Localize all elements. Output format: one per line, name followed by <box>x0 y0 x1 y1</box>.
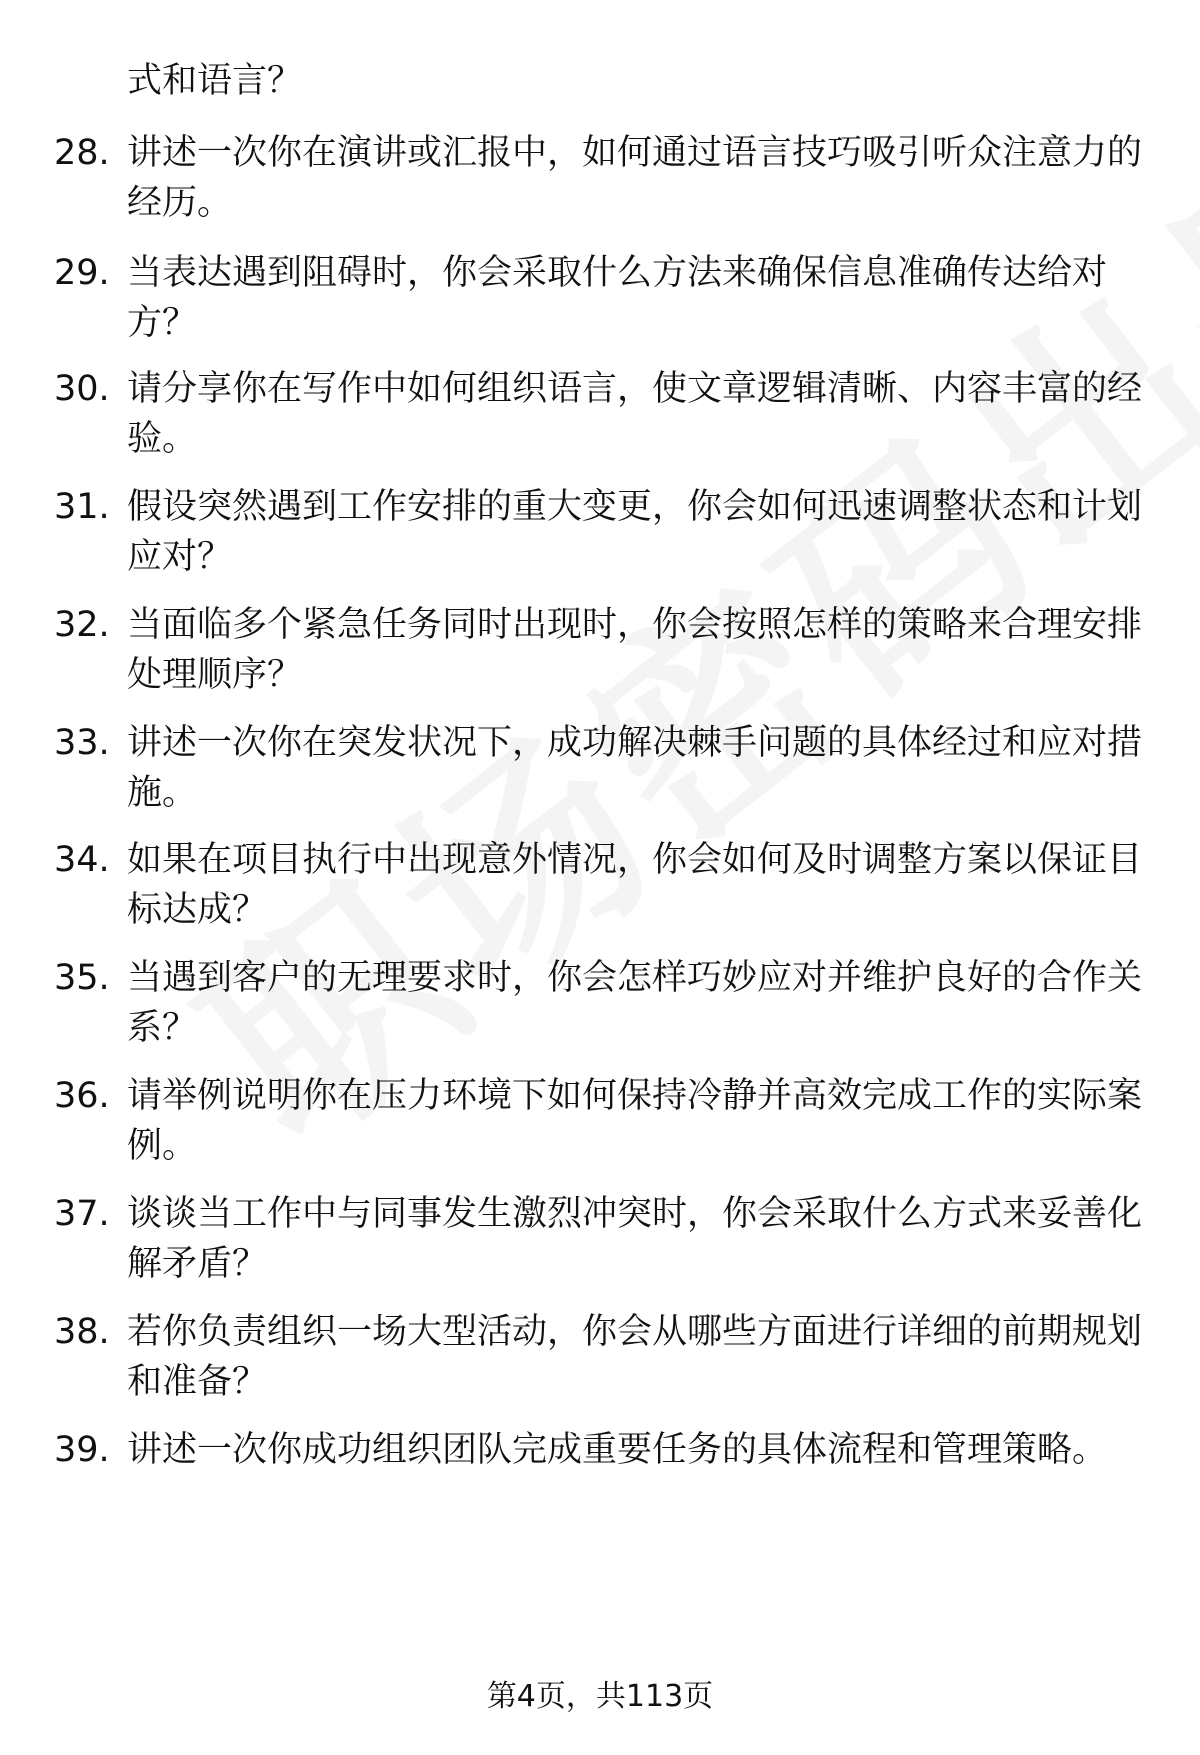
list-item <box>0 953 1200 1063</box>
question-text: 当表达遇到阻碍时，你会采取什么方法来确保信息准确传达给对方？ <box>127 253 1108 343</box>
list-item <box>0 1189 1200 1299</box>
list-item <box>0 1071 1200 1181</box>
question-number: 34. <box>54 840 110 880</box>
question-text: 请举例说明你在压力环境下如何保持冷静并高效完成工作的实际案例。 <box>127 1076 1143 1166</box>
question-text: 讲述一次你在突发状况下，成功解决棘手问题的具体经过和应对措施。 <box>127 723 1143 813</box>
list-item <box>0 1425 1200 1535</box>
question-number: 36. <box>54 1076 110 1116</box>
question-text: 若你负责组织一场大型活动，你会从哪些方面进行详细的前期规划和准备？ <box>127 1312 1143 1402</box>
question-text: 假设突然遇到工作安排的重大变更，你会如何迅速调整状态和计划应对？ <box>127 487 1143 577</box>
question-text: 讲述一次你成功组织团队完成重要任务的具体流程和管理策略。 <box>127 1430 1108 1470</box>
question-text: 谈谈当工作中与同事发生激烈冲突时，你会采取什么方式来妥善化解矛盾？ <box>127 1194 1143 1284</box>
carry-over-text: 式和语言？ <box>127 61 303 101</box>
question-number: 31. <box>54 487 110 527</box>
list-item <box>0 128 1200 238</box>
question-number: 28. <box>54 133 110 173</box>
question-text: 如果在项目执行中出现意外情况，你会如何及时调整方案以保证目标达成？ <box>127 840 1143 930</box>
question-number: 37. <box>54 1194 110 1234</box>
list-item <box>0 248 1200 358</box>
list-item <box>0 482 1200 592</box>
question-text: 当遇到客户的无理要求时，你会怎样巧妙应对并维护良好的合作关系？ <box>127 958 1143 1048</box>
question-number: 30. <box>54 369 110 409</box>
question-text: 当面临多个紧急任务同时出现时，你会按照怎样的策略来合理安排处理顺序？ <box>127 605 1143 695</box>
question-number: 35. <box>54 958 110 998</box>
question-text: 请分享你在写作中如何组织语言，使文章逻辑清晰、内容丰富的经验。 <box>127 369 1143 459</box>
list-item <box>0 718 1200 828</box>
question-number: 33. <box>54 723 110 763</box>
question-number: 32. <box>54 605 110 645</box>
list-item <box>0 600 1200 710</box>
question-number: 39. <box>54 1430 110 1470</box>
list-item <box>0 835 1200 945</box>
question-text: 讲述一次你在演讲或汇报中，如何通过语言技巧吸引听众注意力的经历。 <box>127 133 1143 223</box>
question-number: 29. <box>54 253 110 293</box>
list-item <box>0 1307 1200 1417</box>
list-item <box>0 364 1200 474</box>
page-footer: 第4页，共113页 <box>486 1679 714 1714</box>
question-number: 38. <box>54 1312 110 1352</box>
